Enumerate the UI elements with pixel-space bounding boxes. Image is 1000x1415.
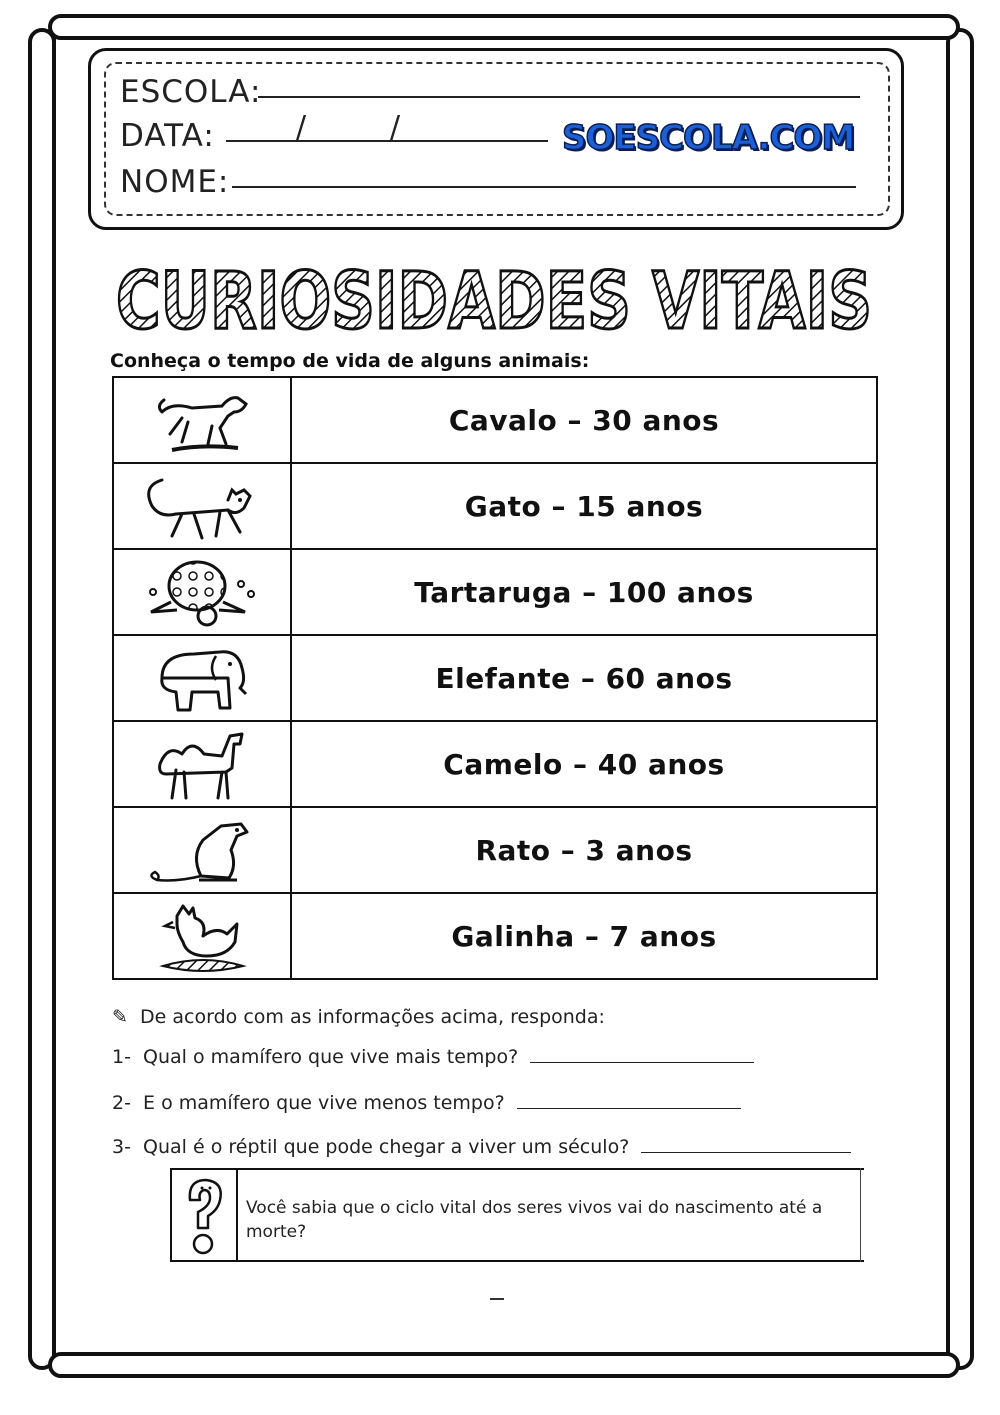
question-3 (112, 1136, 851, 1158)
question-number: 1- (112, 1046, 131, 1068)
cat-icon (132, 466, 272, 546)
instruction-text: De acordo com as informações acima, responda: (140, 1006, 605, 1028)
animal-picture-cell (113, 635, 291, 721)
animal-picture-cell (113, 893, 291, 979)
table-row (113, 549, 877, 635)
animal-lifespan: Camelo – 40 anos (291, 721, 877, 807)
curiosity-text: Você sabia que o ciclo vital dos seres vivos vai do nascimento até a morte? (246, 1198, 823, 1242)
elephant-icon (142, 638, 262, 718)
question-2 (112, 1092, 741, 1114)
curiosity-box-right-edge (860, 1168, 861, 1262)
camel-icon (142, 724, 262, 804)
animal-lifespan: Gato – 15 anos (291, 463, 877, 549)
animal-picture-cell (113, 377, 291, 463)
questions-instruction (112, 1006, 605, 1028)
animal-lifespan: Elefante – 60 anos (291, 635, 877, 721)
animal-picture-cell (113, 721, 291, 807)
site-logo: SOESCOLA.COM (562, 118, 855, 158)
animal-picture-cell (113, 463, 291, 549)
page-title (112, 252, 876, 347)
question-mark-icon (172, 1170, 236, 1260)
date-separator: / (390, 110, 401, 145)
question-number: 3- (112, 1136, 131, 1158)
animal-lifespan: Cavalo – 30 anos (291, 377, 877, 463)
horse-icon (142, 382, 262, 458)
date-separator: / (296, 110, 307, 145)
name-field[interactable] (232, 186, 856, 188)
answer-3-field[interactable] (641, 1152, 851, 1153)
date-label: DATA: (120, 118, 215, 154)
table-row (113, 721, 877, 807)
animal-lifespan-table (112, 376, 878, 980)
table-row (113, 807, 877, 893)
curiosity-icon-cell (172, 1170, 238, 1260)
rat-icon (137, 810, 267, 890)
animal-lifespan: Tartaruga – 100 anos (291, 549, 877, 635)
question-text: Qual é o réptil que pode chegar a viver um século? (143, 1136, 630, 1158)
question-text: Qual o mamífero que vive mais tempo? (143, 1046, 519, 1068)
animal-picture-cell (113, 807, 291, 893)
animal-lifespan: Galinha – 7 anos (291, 893, 877, 979)
table-row (113, 377, 877, 463)
school-label: ESCOLA: (120, 74, 262, 110)
table-row (113, 893, 877, 979)
frame-bottom-roll (48, 1352, 960, 1378)
pencil-icon: ✎ (112, 1006, 128, 1028)
intro-text: Conheça o tempo de vida de alguns animais: (110, 350, 590, 372)
frame-top-roll (48, 14, 960, 40)
turtle-icon (137, 552, 267, 632)
frame-right-roll (946, 28, 974, 1370)
date-field[interactable] (226, 140, 548, 142)
question-number: 2- (112, 1092, 131, 1114)
title-text: CURIOSIDADES VITAIS (116, 257, 872, 347)
table-row (113, 635, 877, 721)
frame-left-roll (28, 28, 56, 1370)
hen-icon (147, 896, 257, 976)
question-1 (112, 1046, 754, 1068)
school-field[interactable] (258, 96, 860, 98)
animal-picture-cell (113, 549, 291, 635)
page-mark (490, 1298, 504, 1300)
answer-1-field[interactable] (530, 1062, 754, 1063)
curiosity-box (170, 1168, 864, 1262)
name-label: NOME: (120, 164, 230, 200)
question-text: E o mamífero que vive menos tempo? (143, 1092, 505, 1114)
table-row (113, 463, 877, 549)
animal-lifespan: Rato – 3 anos (291, 807, 877, 893)
answer-2-field[interactable] (517, 1108, 741, 1109)
